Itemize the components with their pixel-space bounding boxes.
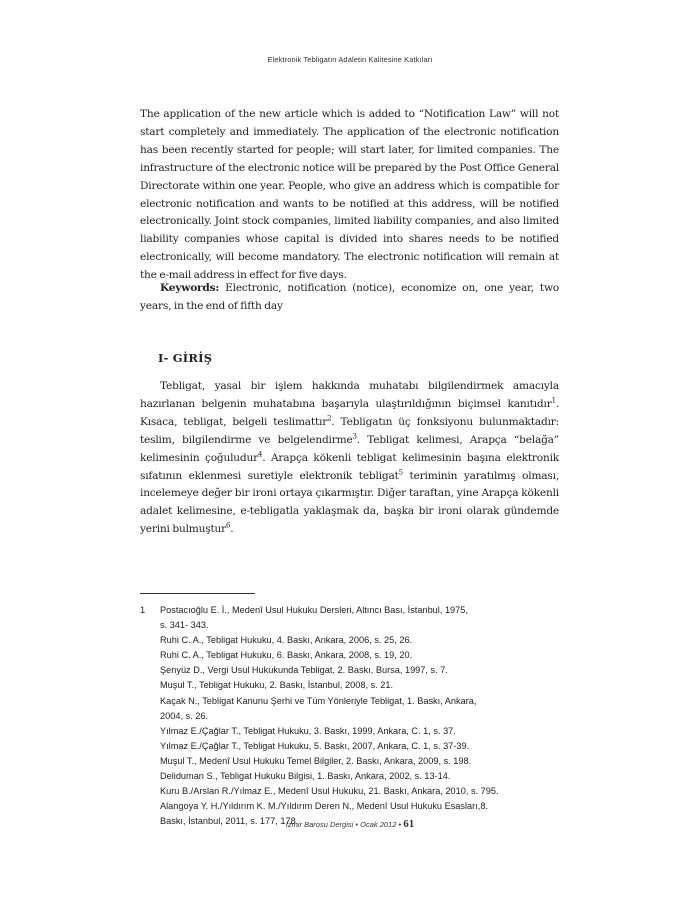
footnote-line: Postacıoğlu E. İ., Medenî Usul Hukuku Dersleri, Altıncı Bası, İstanbul, 1975, (160, 605, 468, 615)
footnote-ref[interactable]: 5 (398, 468, 403, 476)
page-footer (0, 818, 700, 830)
footnote-divider (140, 593, 255, 594)
footnote-line: 2004, s. 26. (160, 710, 209, 721)
footnote-line: Ruhi C. A., Tebligat Hukuku, 4. Baskı, Ankara, 2006, s. 25, 26. (160, 635, 413, 646)
footnote-line: Kuru B./Arslan R./Yılmaz E., Medenî Usul Hukuku, 21. Baskı, Ankara, 2010, s. 795. (160, 786, 499, 797)
footnote-number: 1 (140, 605, 146, 615)
intro-text: . Kısaca, tebligat, belgeli teslimattır (140, 397, 559, 428)
section-heading: I- GİRİŞ (158, 351, 213, 365)
footnote (140, 603, 559, 829)
footnote-line: Baskı, İstanbul, 2011, s. 177, 178. (160, 816, 299, 827)
footnote-line: Deliduman S., Tebligat Hukuku Bilgisi, 1. Baskı, Ankara, 2002, s. 13-14. (160, 771, 451, 782)
page-number: 61 (403, 818, 415, 830)
intro-text: Tebligat, yasal bir işlem hakkında muhatabı bilgilendirmek amacıyla hazırlanan belgenin muhatabına başarıyla ulaştırıldığının biçimsel kanıtıdır (140, 380, 559, 410)
footnote-line: Alangoya Y. H./Yıldırım K. M./Yıldırım Deren N., Medenî Usul Hukuku Esasları,8. (160, 801, 488, 812)
footnote-line: s. 341- 343. (160, 620, 209, 631)
footnote-ref[interactable]: 1 (551, 396, 556, 405)
intro-text: . Arapça kökenli tebligat kelimesinin başına elektronik sıfatının eklenmesi suretiyle elektronik tebligat (140, 451, 559, 482)
intro-text: teriminin yaratılmış olması, incelemeye değer bir ironi ortaya çıkarmıştır. Diğer taraftan, yine Arapça kökenli adalet kelimesine, e-tebligatla yaklaşmak da, başka bir ironi olarak gündemde yerini bulmuştur (140, 469, 559, 536)
running-header: Elektronik Tebligatın Adaletin Kalitesine Katkıları (267, 55, 433, 64)
footnote-line: Yılmaz E./Çağlar T., Tebligat Hukuku, 3. Baskı, 1999, Ankara, C. 1, s. 37. (160, 725, 456, 736)
footnote-line: Ruhi C. A., Tebligat Hukuku, 6. Baskı, Ankara, 2008, s. 19, 20. (160, 650, 413, 661)
footnote-line: Muşul T., Tebligat Hukuku, 2. Baskı, İstanbul, 2008, s. 21. (160, 680, 394, 691)
footnote-lines (160, 603, 559, 829)
abstract-paragraph: The application of the new article which is added to “Notification Law” will not start completely and immediately. The application of the electronic notification has been recently started for people; will start later, for limited companies. The infrastructure of the electronic notice will be prepared by the Post Office General Directorate within one year. People, who give an address which is compatible for electronic notification and wants to be notified at this address, will be notified electronically. Joint stock companies, limited liability companies, and also limited liability companies whose capital is divided into shares needs to be notified electronically, will become mandatory. The electronic notification will remain at the e-mail address in effect for five days. (140, 108, 559, 282)
footnote-ref[interactable]: 2 (327, 414, 332, 423)
footnote-ref[interactable]: 6 (226, 521, 231, 530)
footnote-ref[interactable]: 4 (257, 450, 263, 459)
intro-text: . Tebligat kelimesi, Arapça “belağa” kelimesinin çoğuludur (140, 433, 559, 464)
footnote-ref[interactable]: 3 (352, 432, 357, 441)
footnote-line: Yılmaz E./Çağlar T., Tebligat Hukuku, 5. Baskı, 2007, Ankara, C. 1, s. 37-39. (160, 740, 470, 751)
footnote-line: Muşul T., Medenî Usul Hukuku Temel Bilgiler, 2. Baskı, Ankara, 2009, s. 198. (160, 755, 472, 766)
footnote-line: Kaçak N., Tebligat Kanunu Şerhi ve Tüm Yönleriyle Tebligat, 1. Baskı, Ankara, (160, 695, 477, 706)
keywords-text: Electronic, notification (notice), economize on, one year, two years, in the end of fifth day (140, 282, 559, 312)
intro-paragraph (140, 378, 559, 539)
footnote-line: Şenyüz D., Vergi Usul Hukukunda Tebligat, 2. Baskı, Bursa, 1997, s. 7. (160, 665, 448, 676)
journal-name: İzmir Barosu Dergisi • Ocak 2012 • (285, 820, 402, 829)
intro-text: . (230, 523, 234, 536)
intro-text: . Tebligatın üç fonksiyonu bulunmaktadır: teslim, bilgilendirme ve belgelendirme (140, 415, 559, 446)
keywords-label: Keywords: (160, 282, 220, 294)
keywords-paragraph (140, 280, 559, 316)
